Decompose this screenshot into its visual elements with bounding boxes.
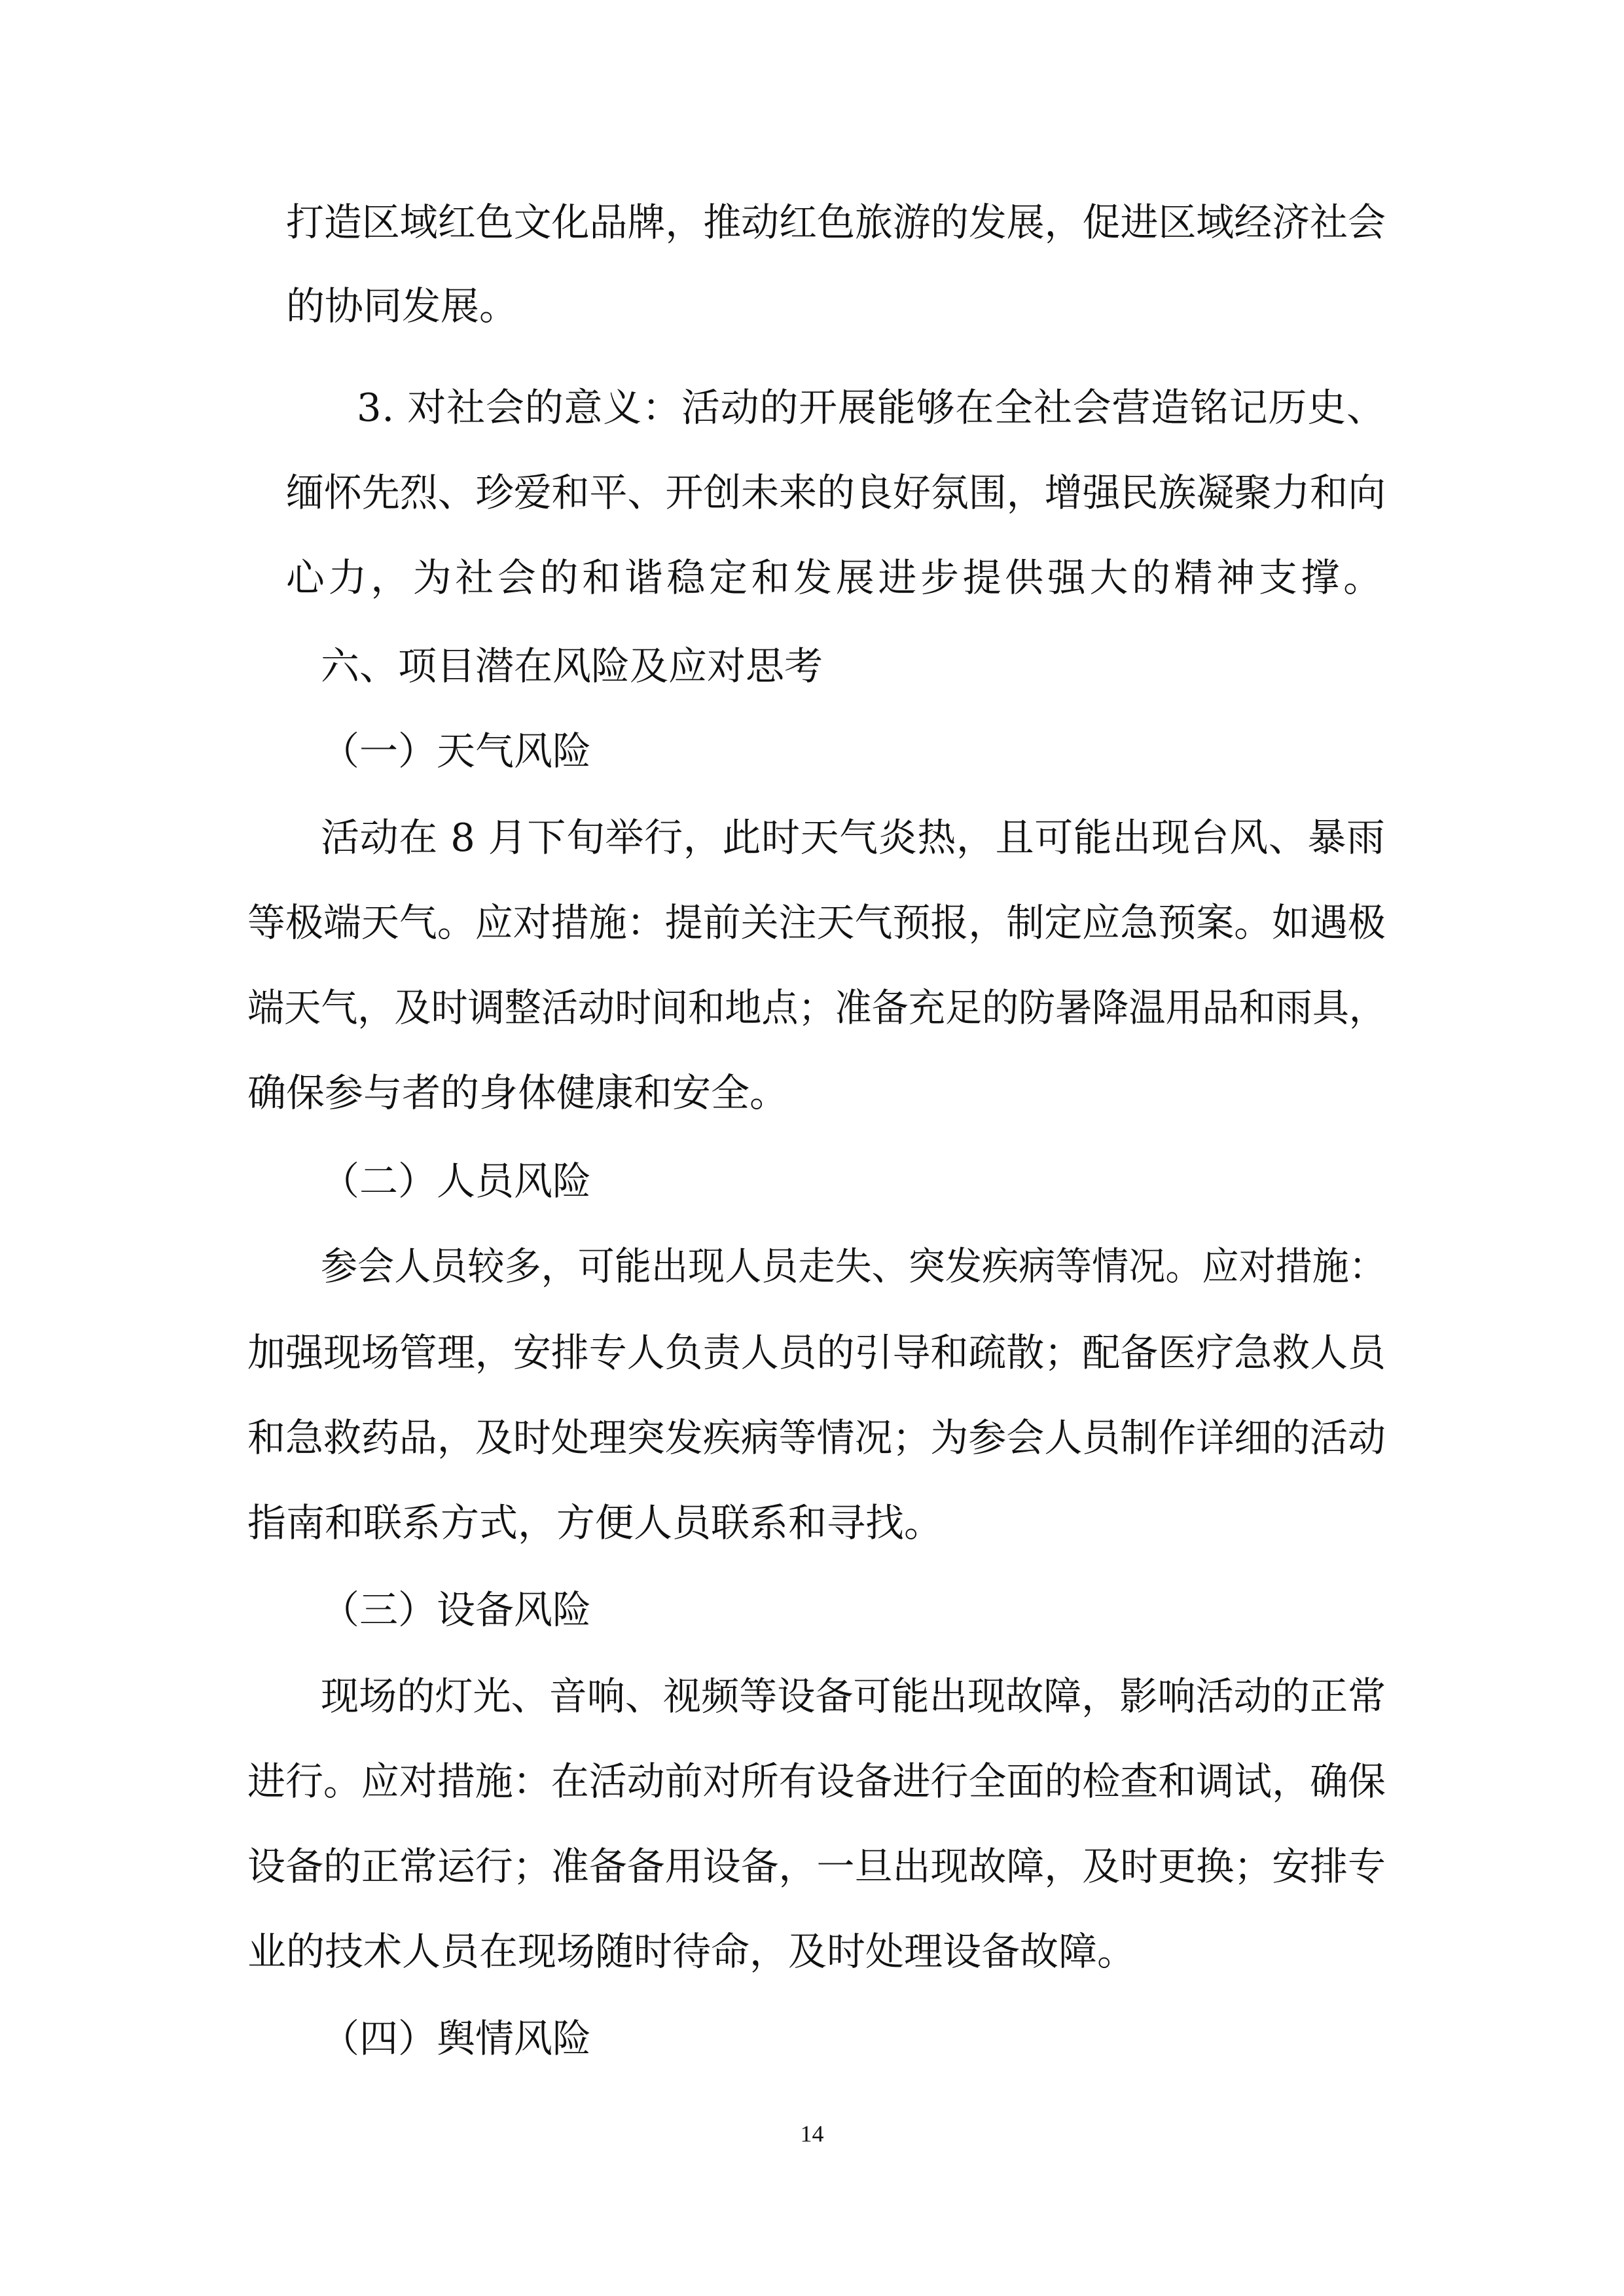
text-line: 进行。应对措施：在活动前对所有设备进行全面的检查和调试，确保 [247,1759,1386,1804]
text-line: 3. 对社会的意义：活动的开展能够在全社会营造铭记历史、 [357,385,1386,430]
text-line: 和急救药品，及时处理突发疾病等情况；为参会人员制作详细的活动 [247,1415,1386,1460]
text-line: 参会人员较多，可能出现人员走失、突发疾病等情况。应对措施： [321,1244,1386,1289]
subsection-heading: （一）天气风险 [321,728,592,774]
text-line: 缅怀先烈、珍爱和平、开创未来的良好氛围，增强民族凝聚力和向 [286,470,1386,515]
text-line: 端天气，及时调整活动时间和地点；准备充足的防暑降温用品和雨具， [247,985,1386,1030]
subsection-heading: （四）舆情风险 [321,2016,592,2061]
section-heading: 六、项目潜在风险及应对思考 [321,643,823,689]
text-line: 活动在 8 月下旬举行，此时天气炎热，且可能出现台风、暴雨 [321,815,1386,860]
text-line: 现场的灯光、音响、视频等设备可能出现故障，影响活动的正常 [321,1674,1386,1719]
text-line: 设备的正常运行；准备备用设备，一旦出现故障，及时更换；安排专 [247,1844,1386,1889]
text-line: 加强现场管理，安排专人负责人员的引导和疏散；配备医疗急救人员 [247,1330,1386,1375]
text-line: 业的技术人员在现场随时待命，及时处理设备故障。 [247,1929,1136,1974]
subsection-heading: （三）设备风险 [321,1587,592,1632]
text-line: 确保参与者的身体健康和安全。 [247,1070,789,1115]
text-line: 指南和联系方式，方便人员联系和寻找。 [247,1500,943,1545]
subsection-heading: （二）人员风险 [321,1158,592,1204]
page-number: 14 [800,2121,824,2147]
text-line: 等极端天气。应对措施：提前关注天气预报，制定应急预案。如遇极 [247,900,1386,945]
text-line: 打造区域红色文化品牌，推动红色旅游的发展，促进区域经济社会 [286,200,1386,245]
text-line: 的协同发展。 [286,283,518,329]
text-line: 心力，为社会的和谐稳定和发展进步提供强大的精神支撑。 [286,555,1386,600]
